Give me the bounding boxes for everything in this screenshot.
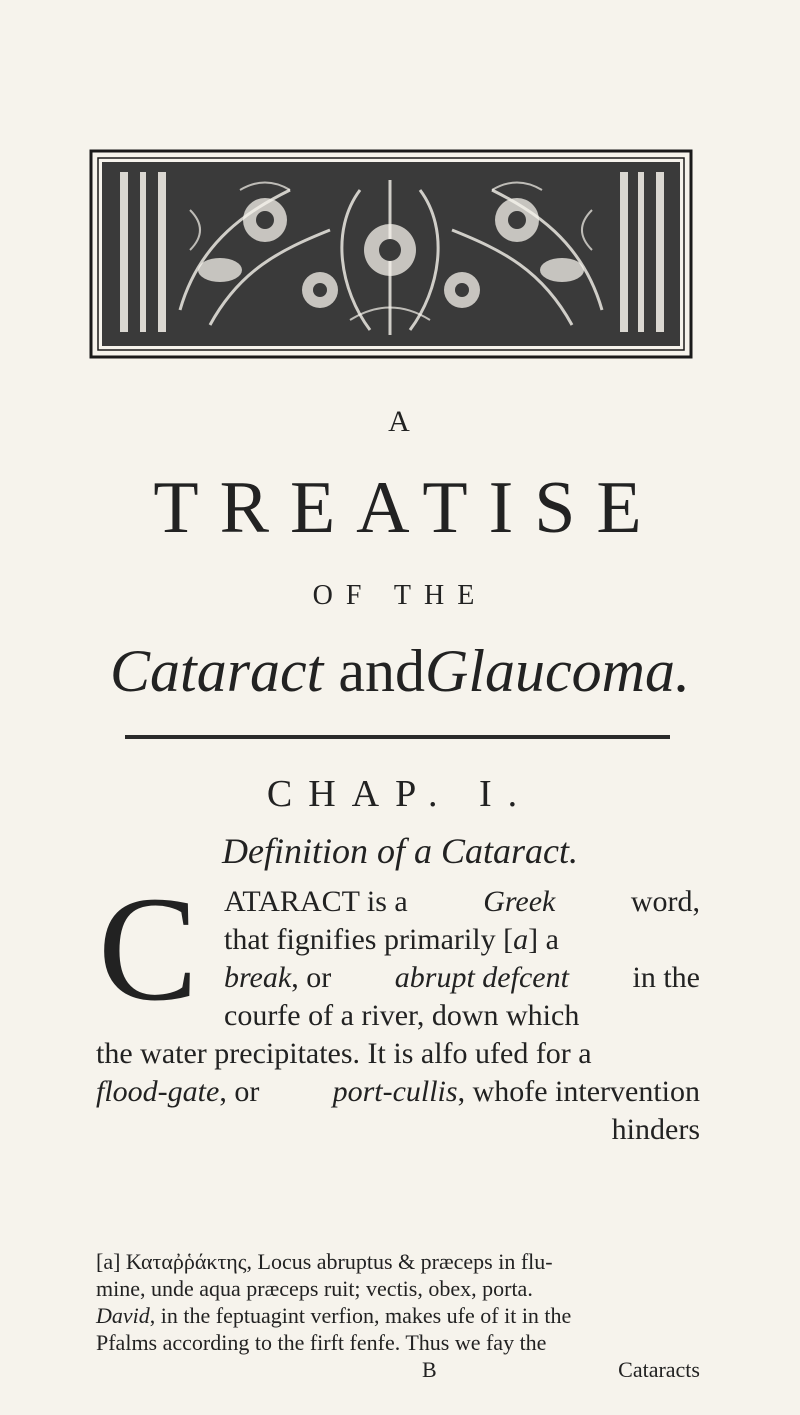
footnote-line-2: mine, unde aqua præceps ruit; vectis, obex, porta.: [96, 1276, 533, 1301]
text-segment-italic: flood-gate: [96, 1075, 220, 1108]
footnote-line-1: [96, 1248, 700, 1275]
footnote: [96, 1248, 700, 1383]
horizontal-rule: [125, 734, 670, 740]
text-segment: word,: [630, 885, 700, 918]
main-paragraph: [96, 866, 700, 1149]
text-segment: , in the feptuagint verfion, makes ufe of it in the: [149, 1303, 572, 1328]
text-segment-italic: Greek: [483, 885, 556, 918]
text-segment: , whofe intervention: [457, 1075, 700, 1108]
text-segment: ATARACT is a: [224, 885, 408, 918]
footnote-line-3: [96, 1302, 700, 1329]
text-segment-italic: David: [96, 1303, 150, 1328]
chapter-subtitle-cataract: a Cataract.: [414, 831, 579, 871]
signature-mark: B: [422, 1357, 437, 1382]
ornamental-headpiece: [90, 150, 692, 358]
drop-cap-c: [96, 866, 199, 1032]
footnote-marker: [a]: [96, 1249, 121, 1274]
chapter-heading: CHAP. I.: [266, 773, 534, 815]
drop-cap-letter: C: [98, 866, 199, 1032]
footnote-greek: Καταῤῥάκτης,: [125, 1249, 253, 1274]
footnote-ref: a: [513, 923, 529, 956]
signature-line: [96, 1356, 700, 1383]
text-segment-italic: break: [224, 961, 292, 994]
title-of-the: OF THE: [312, 580, 488, 611]
text-segment: that fignifies primarily [: [224, 923, 514, 956]
chapter-subtitle-of: of: [376, 831, 405, 871]
text-segment-italic: port-cullis: [332, 1075, 458, 1108]
text-line-7: hinders: [611, 1113, 700, 1146]
footnote-line-4: Pfalms according to the firft fenfe. Thus we fay the: [96, 1330, 547, 1355]
text-segment: , or: [219, 1075, 260, 1108]
title-subject-cataract: Cataract: [110, 638, 324, 704]
text-segment: Locus abruptus & præceps in flu-: [257, 1249, 553, 1274]
text-line-5: the water precipitates. It is alfo ufed for a: [96, 1037, 592, 1070]
text-line-6: [96, 1073, 700, 1111]
text-segment: ] a: [528, 923, 559, 956]
title-main-word: TREATISE: [153, 467, 663, 549]
title-article: A: [388, 405, 412, 438]
catchword: Cataracts: [618, 1357, 700, 1382]
text-segment: , or: [291, 961, 332, 994]
text-segment-italic: abrupt defcent: [394, 961, 569, 994]
chapter-subtitle-definition: Definition: [221, 831, 368, 871]
text-line-4: courfe of a river, down which: [224, 999, 580, 1032]
title-subject: [0, 637, 800, 706]
text-segment: in the: [632, 961, 700, 994]
title-subject-and: and: [338, 638, 425, 704]
title-subject-glaucoma: Glaucoma.: [425, 638, 690, 704]
